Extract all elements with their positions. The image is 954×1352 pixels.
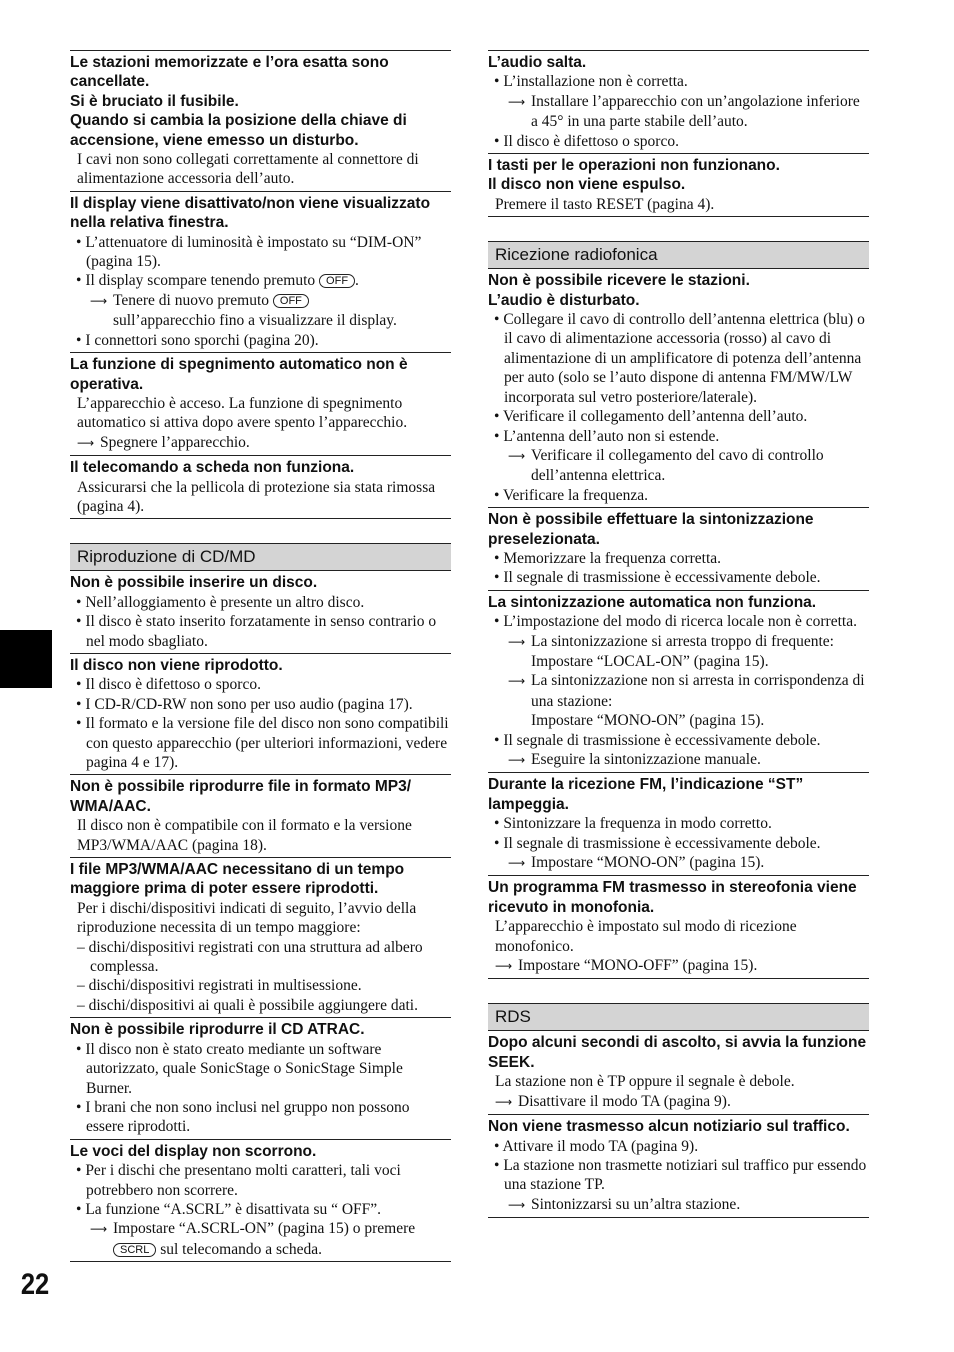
left-column (70, 50, 451, 1262)
arrow-text: Sintonizzarsi su un’altra stazione. (531, 1195, 741, 1213)
bullet-item: • Sintonizzare la frequenza in modo corretto. (494, 815, 772, 833)
arrow-text: Spegnere l’apparecchio. (100, 433, 250, 451)
side-tab-marker (0, 630, 52, 688)
entry-heading: Durante la ricezione FM, l’indicazione “ST” lampeggia. (488, 776, 804, 813)
arrow-text: sull’apparecchio fino a visualizzare il display. (113, 312, 397, 330)
entry-buttons (488, 153, 869, 217)
bullet-item: • Per i dischi che presentano molti caratteri, tali voci potrebbero non scorrere. (76, 1162, 401, 1199)
arrow-item (488, 750, 869, 770)
entry-heading: Non è possibile riprodurre il CD ATRAC. (70, 1021, 365, 1039)
arrow-icon: ⟶ (508, 634, 526, 649)
arrow-icon: ⟶ (508, 94, 526, 109)
bullet-text: L’attenuatore di luminosità è impostato su “DIM-ON” (pagina 15). (85, 233, 422, 271)
arrow-item (70, 291, 451, 331)
bullet-text: La stazione non trasmette notiziari sul traffico pur essendo una stazione TP. (503, 1156, 867, 1194)
arrow-text: La sintonizzazione non si arresta in corrispondenza di una stazione: (531, 672, 865, 710)
entry-heading: Un programma FM trasmesso in stereofonia viene ricevuto in monofonia. (488, 879, 857, 916)
bullet-text: I CD-R/CD-RW non sono per uso audio (pagina 17). (85, 695, 413, 713)
bullet-text: Attivare il modo TA (pagina 9). (502, 1137, 699, 1155)
arrow-icon: ⟶ (508, 1197, 526, 1212)
entry-not-playing (70, 653, 451, 774)
entry-heading: Le stazioni memorizzate e l’ora esatta sono cancellate. (70, 54, 389, 91)
bullet-text: Il segnale di trasmissione è eccessivamente debole. (503, 834, 821, 852)
bullet-item: • Attivare il modo TA (pagina 9). (494, 1137, 699, 1155)
entry-text: Assicurarsi che la pellicola di protezione sia stata rimossa (pagina 4). (77, 478, 436, 515)
entry-auto-tuning (488, 590, 869, 773)
entry-text: La stazione non è TP oppure il segnale è debole. (495, 1073, 795, 1091)
arrow-text: Impostare “A.SCRL-ON” (pagina 15) o premere (113, 1220, 416, 1238)
arrow-text: sul telecomando a scheda. (160, 1240, 323, 1258)
bullet-item: • Il disco è difettoso o sporco. (494, 132, 679, 150)
arrow-text: Disattivare il modo TA (pagina 9). (518, 1092, 731, 1110)
arrow-item (70, 1219, 451, 1259)
entry-heading: L’audio salta. (488, 54, 587, 71)
bullet-text: Il segnale di trasmissione è eccessivamente debole. (503, 731, 821, 749)
arrow-item (488, 853, 869, 873)
entry-heading: I tasti per le operazioni non funzionano. (488, 157, 780, 175)
arrow-text: Verificare il collegamento del cavo di controllo dell’antenna elettrica. (531, 446, 824, 485)
bullet-text: Verificare la frequenza. (503, 486, 649, 504)
entry-text: I cavi non sono collegati correttamente al connettore di alimentazione accessoria dell’auto. (77, 151, 419, 188)
bullet-text: Il disco è difettoso o sporco. (85, 676, 261, 694)
bullet-text: Il display scompare tenendo premuto (85, 272, 316, 290)
bullet-text: I connettori sono sporchi (pagina 20). (85, 331, 319, 349)
entry-heading: Non è possibile inserire un disco. (70, 574, 318, 592)
arrow-icon: ⟶ (508, 448, 526, 463)
bullet-text: Nell’alloggiamento è presente un altro disco. (85, 593, 365, 611)
entry-heading: Non è possibile effettuare la sintonizzazione preselezionata. (488, 511, 814, 548)
bullet-text: I brani che non sono inclusi nel gruppo non possono essere riprodotti. (85, 1098, 410, 1136)
arrow-item (488, 92, 869, 132)
bullet-text: Collegare il cavo di controllo dell’antenna elettrica (blu) o il cavo di alimentazione accessoria (rosso) al cavo di alimentazione di un amplificatore di potenza dell’antenna per auto (solo se l’auto dispone di antenna FM/MW/LW incorporata sul vetro posteriore/laterale). (503, 311, 865, 406)
arrow-item (488, 671, 869, 711)
section-header-rds: RDS (488, 1003, 869, 1031)
bullet-text: La funzione “A.SCRL” è disattivata su “ OFF”. (85, 1200, 382, 1218)
arrow-item (70, 433, 451, 453)
entry-heading: Il telecomando a scheda non funziona. (70, 459, 355, 477)
bullet-item: • Nell’alloggiamento è presente un altro disco. (76, 593, 365, 611)
entry-heading: Non è possibile riprodurre file in formato MP3/ WMA/AAC. (70, 778, 412, 815)
bullet-item: • I brani che non sono inclusi nel gruppo non possono essere riprodotti. (76, 1098, 410, 1136)
entry-auto-off (70, 352, 451, 455)
entry-heading: I file MP3/WMA/AAC necessitano di un tempo maggiore prima di poter essere riprodotti. (70, 861, 405, 898)
scrl-button-symbol: SCRL (113, 1243, 156, 1257)
entry-text: Il disco non è compatibile con il formato e la versione MP3/WMA/AAC (pagina 18). (77, 817, 412, 854)
bullet-item: • Collegare il cavo di controllo dell’antenna elettrica (blu) o il cavo di alimentazione accessoria (rosso) al cavo di alimentazione di un amplificatore di potenza dell’antenna per auto (solo se l’auto dispone di antenna FM/MW/LW incorporata sul vetro posteriore/laterale). (494, 311, 865, 406)
dash-text: dischi/dispositivi ai quali è possibile aggiungere dati. (88, 996, 418, 1014)
bullet-text: Il formato e la versione file del disco non sono compatibili con questo apparecchio (per ulteriori informazioni, vedere pagina 4 e 17). (85, 715, 449, 771)
bullet-item: • Il disco non è stato creato mediante un software autorizzato, quale SonicStage o SonicStage Simple Burner. (76, 1040, 403, 1097)
dash-text: dischi/dispositivi registrati in multisessione. (88, 977, 362, 995)
entry-stations-cleared (70, 50, 451, 191)
bullet-text: Il disco è stato inserito forzatamente in senso contrario o nel modo sbagliato. (85, 613, 437, 650)
entry-mono-reception (488, 875, 869, 979)
entry-heading: Si è bruciato il fusibile. (70, 92, 239, 110)
bullet-text: Sintonizzare la frequenza in modo corretto. (503, 815, 772, 833)
off-button-symbol: OFF (273, 294, 309, 308)
arrow-icon: ⟶ (495, 1094, 513, 1109)
bullet-item: • Il segnale di trasmissione è eccessivamente debole. (494, 731, 821, 749)
entry-mp3-slow (70, 857, 451, 1017)
arrow-item (488, 1092, 869, 1112)
section-header-cd-md: Riproduzione di CD/MD (70, 543, 451, 571)
entry-heading: Le voci del display non scorrono. (70, 1142, 317, 1160)
arrow-item (488, 1195, 869, 1215)
section-header-radio: Ricezione radiofonica (488, 241, 869, 269)
arrow-icon: ⟶ (77, 435, 95, 450)
entry-heading: Non è possibile ricevere le stazioni. (488, 272, 750, 290)
bullet-text: Verificare il collegamento dell’antenna dell’auto. (503, 408, 808, 426)
arrow-text: Impostare “MONO-ON” (pagina 15). (531, 854, 765, 872)
bullet-item: • L’attenuatore di luminosità è impostato su “DIM-ON” (pagina 15). (76, 233, 422, 271)
entry-audio-skips (488, 50, 869, 153)
entry-seek-starts (488, 1031, 869, 1114)
entry-st-blinks (488, 772, 869, 875)
right-column (488, 50, 869, 1218)
arrow-text: La sintonizzazione si arresta troppo di frequente: (531, 632, 834, 650)
entry-scroll (70, 1139, 451, 1262)
arrow-icon: ⟶ (90, 1222, 108, 1237)
bullet-item: • Il disco è stato inserito forzatamente in senso contrario o nel modo sbagliato. (76, 613, 437, 650)
bullet-item: • Il formato e la versione file del disco non sono compatibili con questo apparecchio (per ulteriori informazioni, vedere pagina 4 e 17). (76, 715, 449, 771)
arrow-text: Tenere di nuovo premuto (113, 291, 270, 309)
entry-heading: Dopo alcuni secondi di ascolto, si avvia la funzione SEEK. (488, 1034, 867, 1071)
bullet-item: • I CD-R/CD-RW non sono per uso audio (pagina 17). (76, 695, 413, 713)
arrow-icon: ⟶ (508, 753, 526, 767)
bullet-item: • L’installazione non è corretta. (494, 73, 688, 91)
arrow-item (488, 632, 869, 652)
bullet-item: • La funzione “A.SCRL” è disattivata su “ OFF”. (76, 1200, 382, 1218)
entry-heading: Il disco non viene riprodotto. (70, 656, 283, 674)
entry-no-stations (488, 269, 869, 507)
bullet-item: • La stazione non trasmette notiziari sul traffico pur essendo una stazione TP. (494, 1156, 867, 1194)
arrow-item (488, 956, 869, 976)
arrow-text: Installare l’apparecchio con un’angolazione inferiore a 45° in una parte stabile dell’auto. (531, 92, 860, 131)
dash-item: – dischi/dispositivi registrati in multisessione. (77, 977, 362, 995)
dash-item: – dischi/dispositivi ai quali è possibile aggiungere dati. (77, 996, 418, 1014)
entry-atrac (70, 1017, 451, 1138)
entry-text: Per i dischi/dispositivi indicati di seguito, l’avvio della riproduzione necessita di un tempo maggiore: (77, 899, 417, 937)
entry-preset-tuning (488, 507, 869, 590)
bullet-item: • Verificare la frequenza. (494, 486, 649, 504)
arrow-icon: ⟶ (508, 674, 526, 689)
bullet-text: Per i dischi che presentano molti caratteri, tali voci potrebbero non scorrere. (85, 1162, 401, 1199)
arrow-icon: ⟶ (90, 293, 108, 308)
entry-mp3-unplayable (70, 774, 451, 857)
bullet-item: • Il display scompare tenendo premuto OFF . (76, 272, 359, 290)
bullet-text: Il disco non è stato creato mediante un software autorizzato, quale SonicStage o SonicStage Simple Burner. (85, 1040, 403, 1097)
bullet-item: • Memorizzare la frequenza corretta. (494, 549, 722, 567)
entry-heading: La funzione di spegnimento automatico non è operativa. (70, 356, 408, 393)
bullet-text: Il segnale di trasmissione è eccessivamente debole. (503, 569, 821, 587)
bullet-item: • L’impostazione del modo di ricerca locale non è corretta. (494, 613, 857, 631)
entry-heading: Quando si cambia la posizione della chiave di accensione, viene emesso un disturbo. (70, 112, 407, 149)
entry-text: Premere il tasto RESET (pagina 4). (495, 195, 715, 213)
arrow-text: Eseguire la sintonizzazione manuale. (531, 751, 761, 768)
arrow-continuation: Impostare “MONO-ON” (pagina 15). (531, 712, 765, 730)
entry-text: L’apparecchio è impostato sul modo di ricezione monofonico. (495, 918, 797, 955)
entry-no-traffic (488, 1114, 869, 1218)
arrow-icon: ⟶ (495, 959, 513, 974)
entry-heading: La sintonizzazione automatica non funziona. (488, 593, 817, 611)
off-button-symbol: OFF (319, 274, 355, 288)
entry-cannot-insert (70, 571, 451, 653)
entry-remote (70, 455, 451, 519)
arrow-item (488, 446, 869, 486)
bullet-text: L’impostazione del modo di ricerca locale non è corretta. (503, 613, 857, 631)
bullet-item: • Il segnale di trasmissione è eccessivamente debole. (494, 569, 821, 587)
entry-heading: Il display viene disattivato/non viene visualizzato nella relativa finestra. (70, 194, 431, 232)
entry-heading: Non viene trasmesso alcun notiziario sul traffico. (488, 1118, 850, 1136)
dash-text: dischi/dispositivi registrati con una struttura ad albero complessa. (88, 938, 423, 976)
entry-text: L’apparecchio è acceso. La funzione di spegnimento automatico si attiva dopo avere spento l’apparecchio. (77, 394, 408, 432)
entry-display-off (70, 191, 451, 352)
bullet-text: Memorizzare la frequenza corretta. (503, 549, 722, 567)
bullet-item: • Il disco è difettoso o sporco. (76, 676, 261, 694)
bullet-item: • Il segnale di trasmissione è eccessivamente debole. (494, 834, 821, 852)
bullet-text: L’antenna dell’auto non si estende. (503, 427, 720, 445)
bullet-item: • L’antenna dell’auto non si estende. (494, 427, 720, 445)
arrow-text: Impostare “MONO-OFF” (pagina 15). (518, 957, 758, 975)
arrow-icon: ⟶ (508, 856, 526, 871)
bullet-text: L’installazione non è corretta. (503, 73, 688, 91)
dash-item: – dischi/dispositivi registrati con una struttura ad albero complessa. (77, 938, 423, 976)
bullet-text: Il disco è difettoso o sporco. (503, 132, 679, 150)
bullet-text: . (355, 272, 359, 290)
bullet-item: • I connettori sono sporchi (pagina 20). (76, 331, 319, 349)
entry-heading: Il disco non viene espulso. (488, 176, 686, 194)
bullet-item: • Verificare il collegamento dell’antenna dell’auto. (494, 408, 808, 426)
arrow-continuation: Impostare “LOCAL-ON” (pagina 15). (531, 652, 769, 670)
page-number: 22 (20, 1268, 50, 1301)
entry-heading: L’audio è disturbato. (488, 291, 640, 309)
